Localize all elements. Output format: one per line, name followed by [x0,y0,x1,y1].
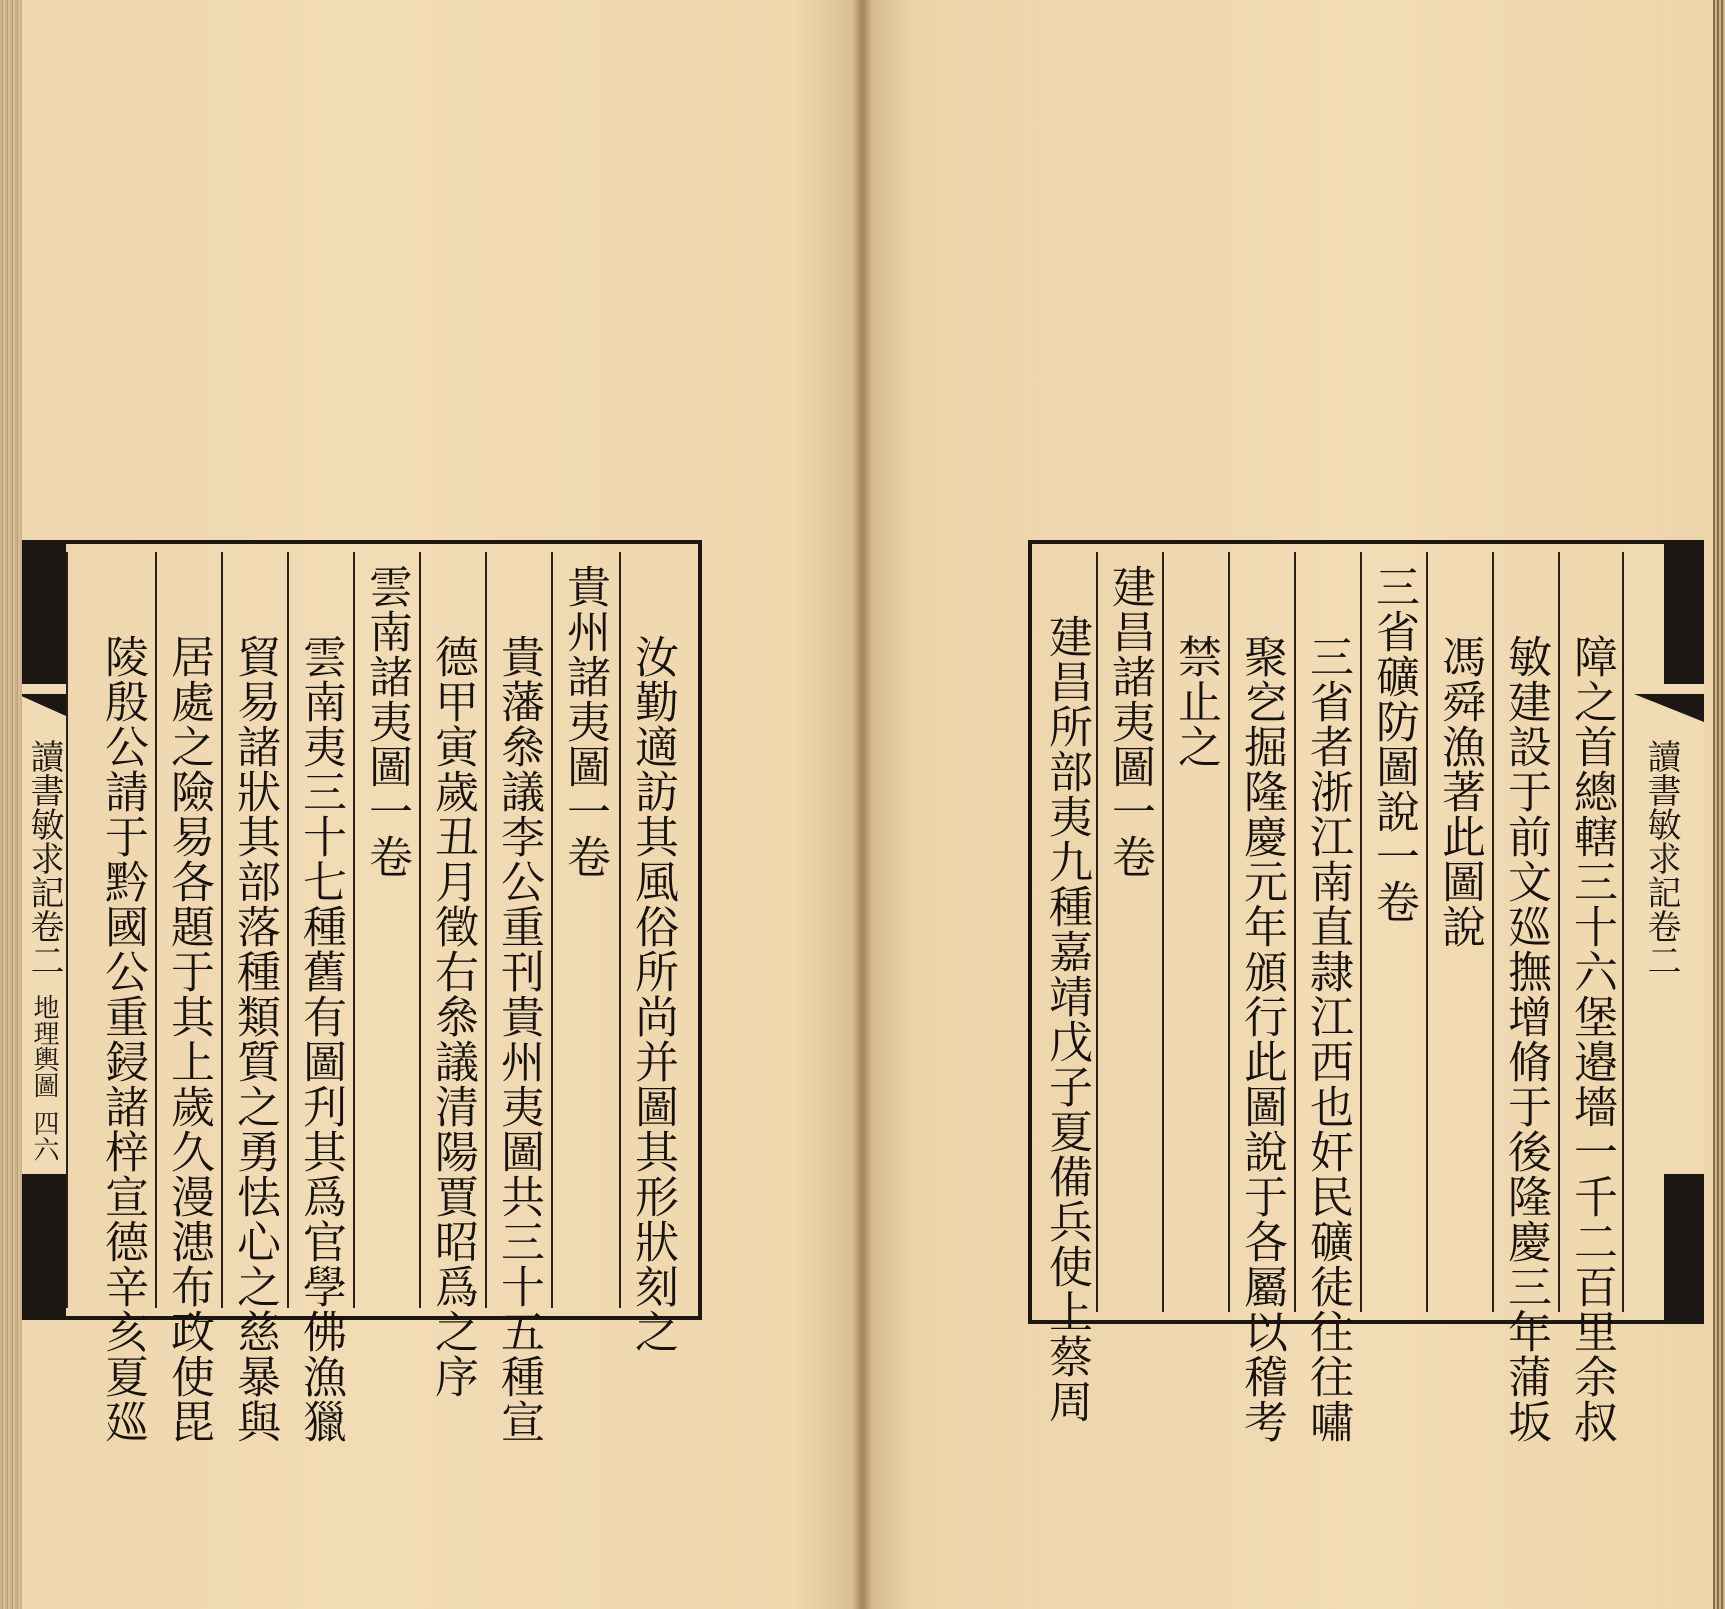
left-folio-margin [22,544,66,1316]
margin-title: 讀書敏求記卷二 [1641,739,1681,977]
right-folio-margin [1624,544,1704,1320]
text-column-6: 聚穵掘隆慶元年頒行此圖說于各屬以稽考 [1236,634,1287,1444]
column-rule [221,552,223,1308]
column-rule [419,552,421,1308]
text-column-2: 敏建設于前文廵撫增脩于後隆慶三年蒲坂 [1500,634,1551,1444]
text-column-2: 貴州諸夷圖一卷 [559,564,610,879]
column-rule [287,552,289,1308]
fish-tail-top [22,544,66,684]
column-rule [1096,552,1098,1312]
page-stack-left-edge [0,0,24,1609]
fish-tail-top [1664,544,1704,684]
column-rule [1360,552,1362,1312]
column-rule [1426,552,1428,1312]
column-rule [155,552,157,1308]
margin-title: 讀書敏求記卷二 [24,739,64,977]
page-stack-right-edge [1713,0,1725,1609]
fish-tail-bottom [1664,1174,1704,1324]
fish-tail-mark [22,694,66,716]
text-column-3: 貴藩叅議李公重刊貴州夷圖共三十五種宣 [493,634,544,1444]
column-rule [1162,552,1164,1312]
text-column-1: 汝勤適訪其風俗所尚并圖其形狀刻之 [627,634,678,1354]
text-column-6: 雲南夷三十七種舊有圖刋其爲官學佛漁獵 [295,634,346,1444]
right-text-block [1028,540,1704,1444]
margin-folio: 四六 [29,1110,59,1162]
column-rule [1558,552,1560,1312]
column-rule [1228,552,1230,1312]
column-rule [485,552,487,1308]
fish-tail-bottom [22,1174,66,1320]
text-column-3: 馮舜漁著此圖說 [1434,634,1485,949]
text-column-7: 禁止之 [1170,634,1221,769]
column-rule [551,552,553,1308]
text-column-4: 德甲寅歲丑月徵右叅議清陽賈昭爲之序 [427,634,478,1399]
text-column-1: 障之首總轄三十六堡邉墻一千二百里余叔 [1566,634,1617,1444]
text-column-8: 建昌諸夷圖一卷 [1104,564,1155,879]
column-rule [353,552,355,1308]
text-column-9: 陵殷公請于黔國公重鋟諸梓宣德辛亥夏廵 [97,634,148,1444]
column-rule [66,552,68,1308]
book-gutter [852,0,872,1609]
column-rule [1492,552,1494,1312]
margin-section: 地理輿圖 [29,994,59,1098]
text-column-7: 貿易諸狀其部落種類質之勇怯心之慈暴與 [229,634,280,1444]
column-rule [1294,552,1296,1312]
column-rule [619,552,621,1308]
fish-tail-mark [1634,694,1704,722]
text-column-4: 三省礦防圖說一卷 [1368,564,1419,924]
text-column-8: 居處之險易各題于其上歲久漫漶布政使毘 [163,634,214,1444]
left-text-block [22,540,702,1444]
text-column-5: 三省者浙江南直隷江西也奸民礦徒往往嘯 [1302,634,1353,1444]
text-column-5: 雲南諸夷圖一卷 [361,564,412,879]
text-column-9: 建昌所部夷九種嘉靖戊子夏備兵使上蔡周 [1041,614,1092,1424]
